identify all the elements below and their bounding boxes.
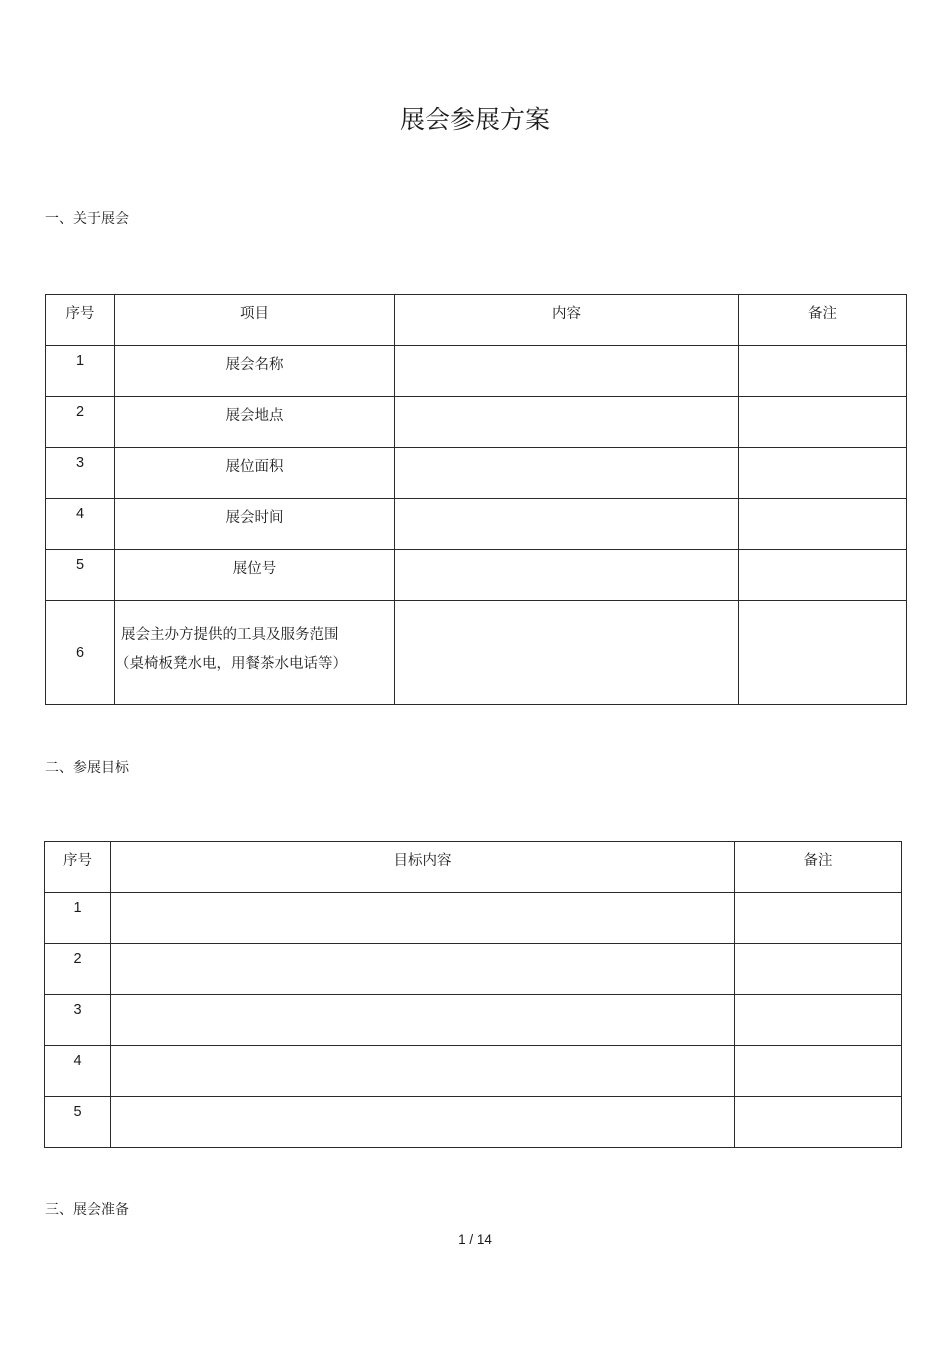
table-row: [45, 1046, 902, 1097]
section-heading-preparation: 三、展会准备: [45, 1202, 129, 1218]
remark-cell[interactable]: [735, 1097, 902, 1148]
section-heading-goals: 二、参展目标: [45, 760, 129, 776]
row-no: 4: [45, 1046, 111, 1097]
header-item: 项目: [115, 295, 395, 346]
document-title: 展会参展方案: [399, 105, 550, 134]
remark-cell[interactable]: [739, 397, 907, 448]
header-no: 序号: [46, 295, 115, 346]
row-item-line: （桌椅板凳水电，用餐茶水电话等）: [115, 656, 347, 672]
header-remark: 备注: [739, 295, 907, 346]
content-cell[interactable]: [395, 448, 739, 499]
table-header-row: [45, 842, 902, 893]
table-row: [45, 893, 902, 944]
table-row: [46, 550, 907, 601]
row-item: 展位号: [115, 550, 395, 601]
row-no: 3: [45, 995, 111, 1046]
remark-cell[interactable]: [739, 448, 907, 499]
row-item: 展会名称: [115, 346, 395, 397]
table-row: [45, 944, 902, 995]
row-no: 1: [45, 893, 111, 944]
row-item: 展位面积: [115, 448, 395, 499]
table-row: [46, 397, 907, 448]
content-cell[interactable]: [395, 601, 739, 705]
goal-cell[interactable]: [111, 995, 735, 1046]
page-number: 1 / 14: [458, 1232, 492, 1247]
table-row: [46, 448, 907, 499]
remark-cell[interactable]: [739, 550, 907, 601]
content-cell[interactable]: [395, 346, 739, 397]
remark-cell[interactable]: [735, 995, 902, 1046]
goals-table: [44, 841, 902, 1148]
header-remark: 备注: [735, 842, 902, 893]
row-no: 5: [46, 550, 115, 601]
row-item-line: 展会主办方提供的工具及服务范围: [121, 627, 339, 643]
row-no: 1: [46, 346, 115, 397]
row-no: 2: [46, 397, 115, 448]
row-item-multiline: [115, 601, 395, 705]
table-row: [46, 499, 907, 550]
goal-cell[interactable]: [111, 944, 735, 995]
content-cell[interactable]: [395, 397, 739, 448]
content-cell[interactable]: [395, 499, 739, 550]
header-content: 内容: [395, 295, 739, 346]
exhibition-info-table: [45, 294, 907, 705]
row-item: 展会时间: [115, 499, 395, 550]
row-no: 6: [46, 601, 115, 705]
header-no: 序号: [45, 842, 111, 893]
row-item: 展会地点: [115, 397, 395, 448]
row-no: 5: [45, 1097, 111, 1148]
table-row: [45, 995, 902, 1046]
content-cell[interactable]: [395, 550, 739, 601]
table-row: [46, 601, 907, 705]
row-no: 3: [46, 448, 115, 499]
header-goal-content: 目标内容: [111, 842, 735, 893]
remark-cell[interactable]: [735, 944, 902, 995]
remark-cell[interactable]: [735, 893, 902, 944]
section-heading-about: 一、关于展会: [45, 211, 129, 227]
table-row: [46, 346, 907, 397]
table-header-row: [46, 295, 907, 346]
remark-cell[interactable]: [739, 346, 907, 397]
remark-cell[interactable]: [739, 601, 907, 705]
remark-cell[interactable]: [735, 1046, 902, 1097]
goal-cell[interactable]: [111, 1097, 735, 1148]
row-no: 4: [46, 499, 115, 550]
table-row: [45, 1097, 902, 1148]
goal-cell[interactable]: [111, 1046, 735, 1097]
remark-cell[interactable]: [739, 499, 907, 550]
goal-cell[interactable]: [111, 893, 735, 944]
row-no: 2: [45, 944, 111, 995]
